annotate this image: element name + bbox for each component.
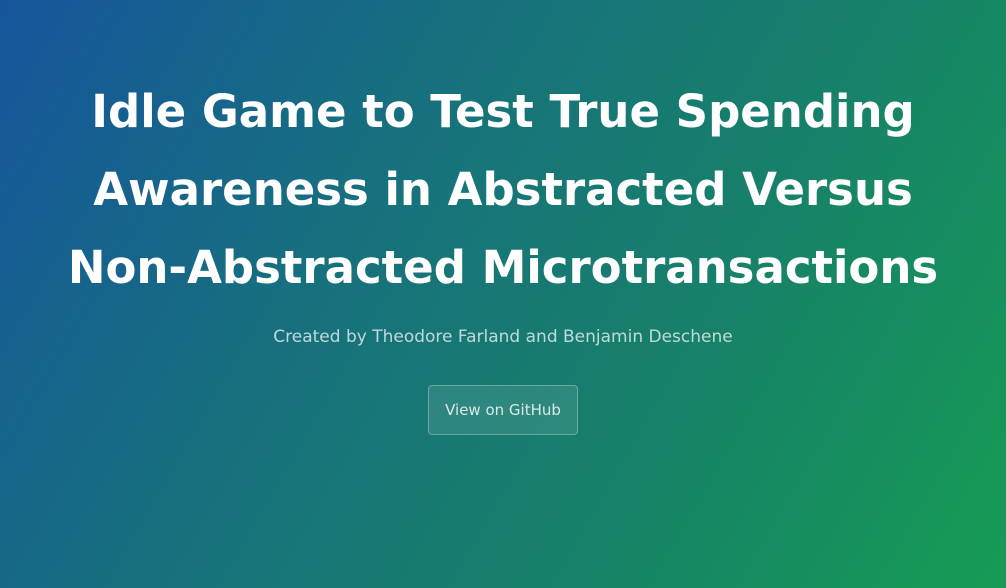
page-title: Idle Game to Test True Spending Awareness in Abstracted Versus Non-Abstracted Microtransactions	[67, 85, 939, 294]
authors-subtitle: Created by Theodore Farland and Benjamin Deschene	[273, 327, 733, 347]
view-on-github-button[interactable]: View on GitHub	[428, 385, 578, 435]
